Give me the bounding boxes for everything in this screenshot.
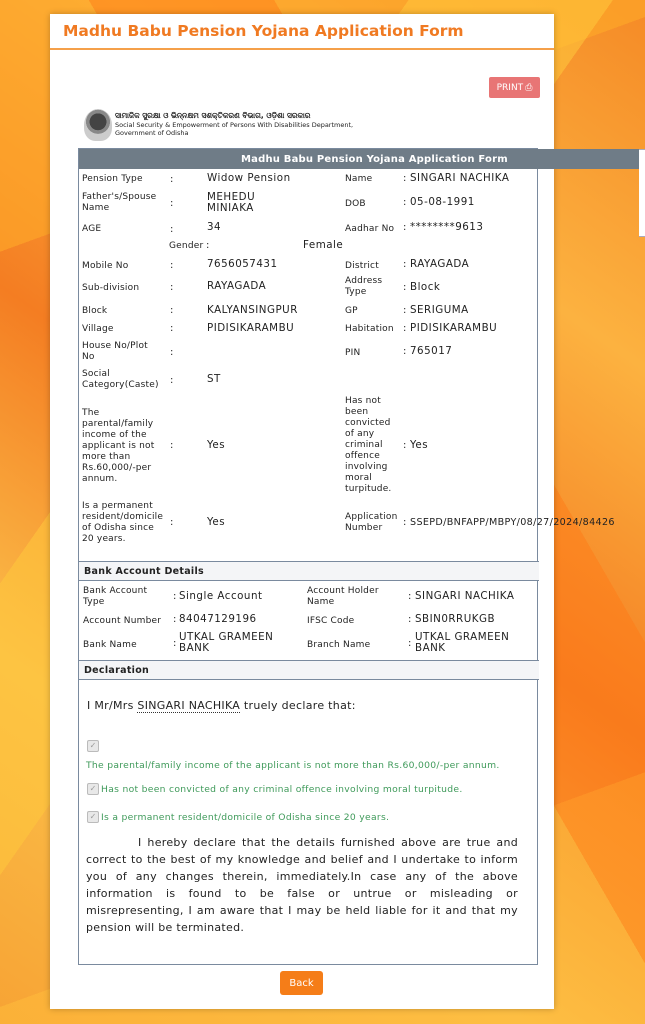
department-odia-name: ସାମାଜିକ ସୁରକ୍ଷା ଓ ଭିନ୍ନକ୍ଷମ ସଶକ୍ତିକରଣ ବିଭାଗ, ଓଡ଼ିଶା ସରକାର	[115, 111, 311, 121]
bank-section-header	[79, 561, 539, 581]
criminal-checkbox[interactable]: ✓	[87, 783, 99, 795]
bank-section-title: Bank Account Details	[84, 565, 205, 577]
bank-name-value-line1: UTKAL GRAMEEN	[179, 631, 274, 643]
age-label: AGE	[82, 224, 102, 234]
bank-name-label: Bank Name	[83, 640, 137, 650]
village-value: PIDISIKARAMBU	[207, 322, 295, 334]
colon: :	[403, 197, 407, 208]
father-spouse-value-line2: MINIAKA	[207, 202, 254, 214]
criminal-label-line: Has not	[345, 396, 381, 406]
account-type-label-line2: Type	[83, 597, 105, 607]
pension-type-label: Pension Type	[82, 174, 143, 184]
resident-checkbox-label: Is a permanent resident/domicile of Odisha since 20 years.	[101, 812, 390, 823]
application-number-value: SSEPD/BNFAPP/MBPY/08/27/2024/84426	[410, 517, 615, 528]
resident-label-line: resident/domicile	[82, 512, 164, 522]
block-value: KALYANSINGPUR	[207, 304, 298, 316]
resident-checkbox[interactable]: ✓	[87, 811, 99, 823]
address-type-value: Block	[410, 281, 441, 293]
criminal-label	[345, 396, 392, 495]
colon: :	[403, 305, 407, 316]
income-checkbox[interactable]: ✓	[87, 740, 99, 752]
department-name	[115, 112, 353, 138]
branch-name-label: Branch Name	[307, 640, 371, 650]
mobile-label: Mobile No	[82, 261, 129, 271]
declaration-suffix: truely declare that:	[243, 699, 356, 712]
page-title: Madhu Babu Pension Yojana Application Form	[63, 22, 464, 40]
declaration-paragraph: I hereby declare that the details furnished above are true and correct to the best of my knowledge and belief and I undertake to inform you of any changes therein, immediately.In case any of the above information is found to be false or untrue or misleading or misrepresenting, I am aware that I may be held liable for it and that my pension will be terminated.	[86, 836, 518, 934]
ifsc-label: IFSC Code	[307, 616, 355, 626]
income-label-line: applicant is not	[82, 441, 155, 451]
resident-label-line: Is a permanent	[82, 501, 153, 511]
account-number-value: 84047129196	[179, 613, 257, 625]
gp-label: GP	[345, 306, 358, 316]
holder-name-label	[307, 586, 379, 608]
declaration-section-header	[79, 660, 539, 680]
pin-label: PIN	[345, 348, 361, 358]
gender-label: Gender	[169, 241, 204, 251]
ifsc-value: SBIN0RRUKGB	[415, 613, 496, 625]
father-spouse-label-line1: Father's/Spouse	[82, 192, 157, 202]
account-number-label: Account Number	[83, 616, 162, 626]
criminal-label-line: been	[345, 407, 369, 417]
holder-name-label-line2: Name	[307, 597, 335, 607]
habitation-label: Habitation	[345, 324, 394, 334]
house-no-label-line1: House No/Plot	[82, 341, 148, 351]
colon: :	[403, 259, 407, 270]
address-type-label-line2: Type	[345, 287, 367, 297]
form-title: Madhu Babu Pension Yojana Application Form	[241, 153, 508, 165]
colon: :	[408, 638, 412, 649]
social-category-value: ST	[207, 373, 221, 385]
declaration-prefix: I Mr/Mrs	[87, 699, 134, 712]
criminal-checkbox-label: Has not been convicted of any criminal offence involving moral turpitude.	[101, 784, 463, 795]
income-label	[82, 408, 155, 485]
colon: :	[173, 591, 177, 602]
colon: :	[206, 240, 210, 251]
pension-type-value: Widow Pension	[207, 172, 291, 184]
dob-label: DOB	[345, 199, 366, 209]
aadhar-value: ********9613	[410, 221, 484, 233]
colon: :	[170, 517, 174, 528]
criminal-label-line: of any	[345, 429, 375, 439]
colon: :	[170, 282, 174, 293]
colon: :	[403, 517, 407, 528]
colon: :	[173, 638, 177, 649]
income-label-line: income of the	[82, 430, 147, 440]
declaration-section-title: Declaration	[84, 664, 150, 676]
application-number-label-line1: Application	[345, 512, 398, 522]
habitation-value: PIDISIKARAMBU	[410, 322, 498, 334]
resident-label-line: 20 years.	[82, 534, 126, 544]
dob-value: 05-08-1991	[410, 196, 475, 208]
bank-name-value-line2: BANK	[179, 642, 210, 654]
department-logo-block	[84, 109, 353, 141]
department-english-line1: Social Security & Empowerment of Persons With Disabilities Department,	[115, 120, 354, 129]
card-header	[50, 14, 554, 50]
bank-name-value	[179, 632, 273, 654]
department-english-line2: Government of Odisha	[115, 129, 189, 138]
application-number-label	[345, 512, 398, 534]
father-spouse-value	[207, 192, 255, 214]
form-title-bar	[79, 149, 639, 169]
income-label-line: annum.	[82, 474, 118, 484]
name-value: SINGARI NACHIKA	[410, 172, 510, 184]
social-category-label-line1: Social	[82, 369, 110, 379]
colon: :	[408, 614, 412, 625]
district-label: District	[345, 261, 379, 271]
colon: :	[170, 305, 174, 316]
address-type-label-line1: Address	[345, 276, 383, 286]
colon: :	[408, 591, 412, 602]
resident-label-line: of Odisha since	[82, 523, 154, 533]
income-checkbox-label: The parental/family income of the applicant is not more than Rs.60,000/-per annum.	[86, 760, 500, 771]
branch-name-value-line2: BANK	[415, 642, 446, 654]
declaration-statement	[87, 699, 356, 712]
colon: :	[403, 440, 407, 451]
colon: :	[170, 224, 174, 235]
account-type-value: Single Account	[179, 590, 263, 602]
criminal-label-line: criminal	[345, 440, 383, 450]
block-label: Block	[82, 306, 108, 316]
gp-value: SERIGUMA	[410, 304, 469, 316]
district-value: RAYAGADA	[410, 258, 470, 270]
odisha-emblem-icon	[84, 109, 112, 141]
income-value: Yes	[207, 439, 226, 451]
colon: :	[170, 260, 174, 271]
social-category-label	[82, 369, 159, 391]
pin-value: 765017	[410, 345, 453, 357]
house-no-label-line2: No	[82, 352, 95, 362]
printer-icon: ⎙	[525, 82, 533, 93]
holder-name-value: SINGARI NACHIKA	[415, 590, 515, 602]
branch-name-value	[415, 632, 509, 654]
colon: :	[170, 198, 174, 209]
mobile-value: 7656057431	[207, 258, 278, 270]
aadhar-label: Aadhar No	[345, 224, 395, 234]
side-panel-edge	[639, 149, 645, 237]
colon: :	[403, 222, 407, 233]
name-label: Name	[345, 174, 373, 184]
criminal-label-line: convicted	[345, 418, 391, 428]
colon: :	[403, 282, 407, 293]
father-spouse-value-line1: MEHEDU	[207, 191, 256, 203]
print-label: PRINT	[496, 82, 524, 93]
subdivision-label: Sub-division	[82, 283, 140, 293]
colon: :	[170, 375, 174, 386]
father-spouse-label-line2: Name	[82, 203, 110, 213]
criminal-label-line: offence	[345, 451, 380, 461]
age-value: 34	[207, 221, 222, 233]
application-number-label-line2: Number	[345, 523, 383, 533]
application-details	[78, 148, 615, 965]
colon: :	[403, 346, 407, 357]
resident-label	[82, 501, 163, 545]
income-label-line: more than	[82, 452, 131, 462]
colon: :	[403, 323, 407, 334]
account-type-label	[83, 586, 147, 608]
colon: :	[170, 323, 174, 334]
house-no-label	[82, 341, 148, 363]
father-spouse-label	[82, 192, 156, 214]
criminal-value: Yes	[410, 439, 429, 451]
income-label-line: The	[82, 408, 100, 418]
colon: :	[170, 174, 174, 185]
address-type-label	[345, 276, 382, 298]
declaration-name: SINGARI NACHIKA	[137, 699, 241, 712]
criminal-label-line: turpitude.	[345, 484, 392, 494]
back-button[interactable]: Back	[280, 971, 323, 995]
gender-value: Female	[303, 239, 344, 251]
application-card	[50, 14, 615, 1009]
account-type-label-line1: Bank Account	[83, 586, 148, 596]
colon: :	[170, 440, 174, 451]
income-label-line: parental/family	[82, 419, 154, 429]
colon: :	[170, 347, 174, 358]
print-button[interactable]	[489, 77, 540, 98]
resident-value: Yes	[207, 516, 226, 528]
subdivision-value: RAYAGADA	[207, 280, 267, 292]
income-label-line: Rs.60,000/-per	[82, 463, 152, 473]
social-category-label-line2: Category(Caste)	[82, 380, 159, 390]
colon: :	[403, 173, 407, 184]
colon: :	[173, 614, 177, 625]
criminal-label-line: involving	[345, 462, 388, 472]
holder-name-label-line1: Account Holder	[307, 586, 379, 596]
criminal-label-line: moral	[345, 473, 372, 483]
branch-name-value-line1: UTKAL GRAMEEN	[415, 631, 510, 643]
village-label: Village	[82, 324, 114, 334]
